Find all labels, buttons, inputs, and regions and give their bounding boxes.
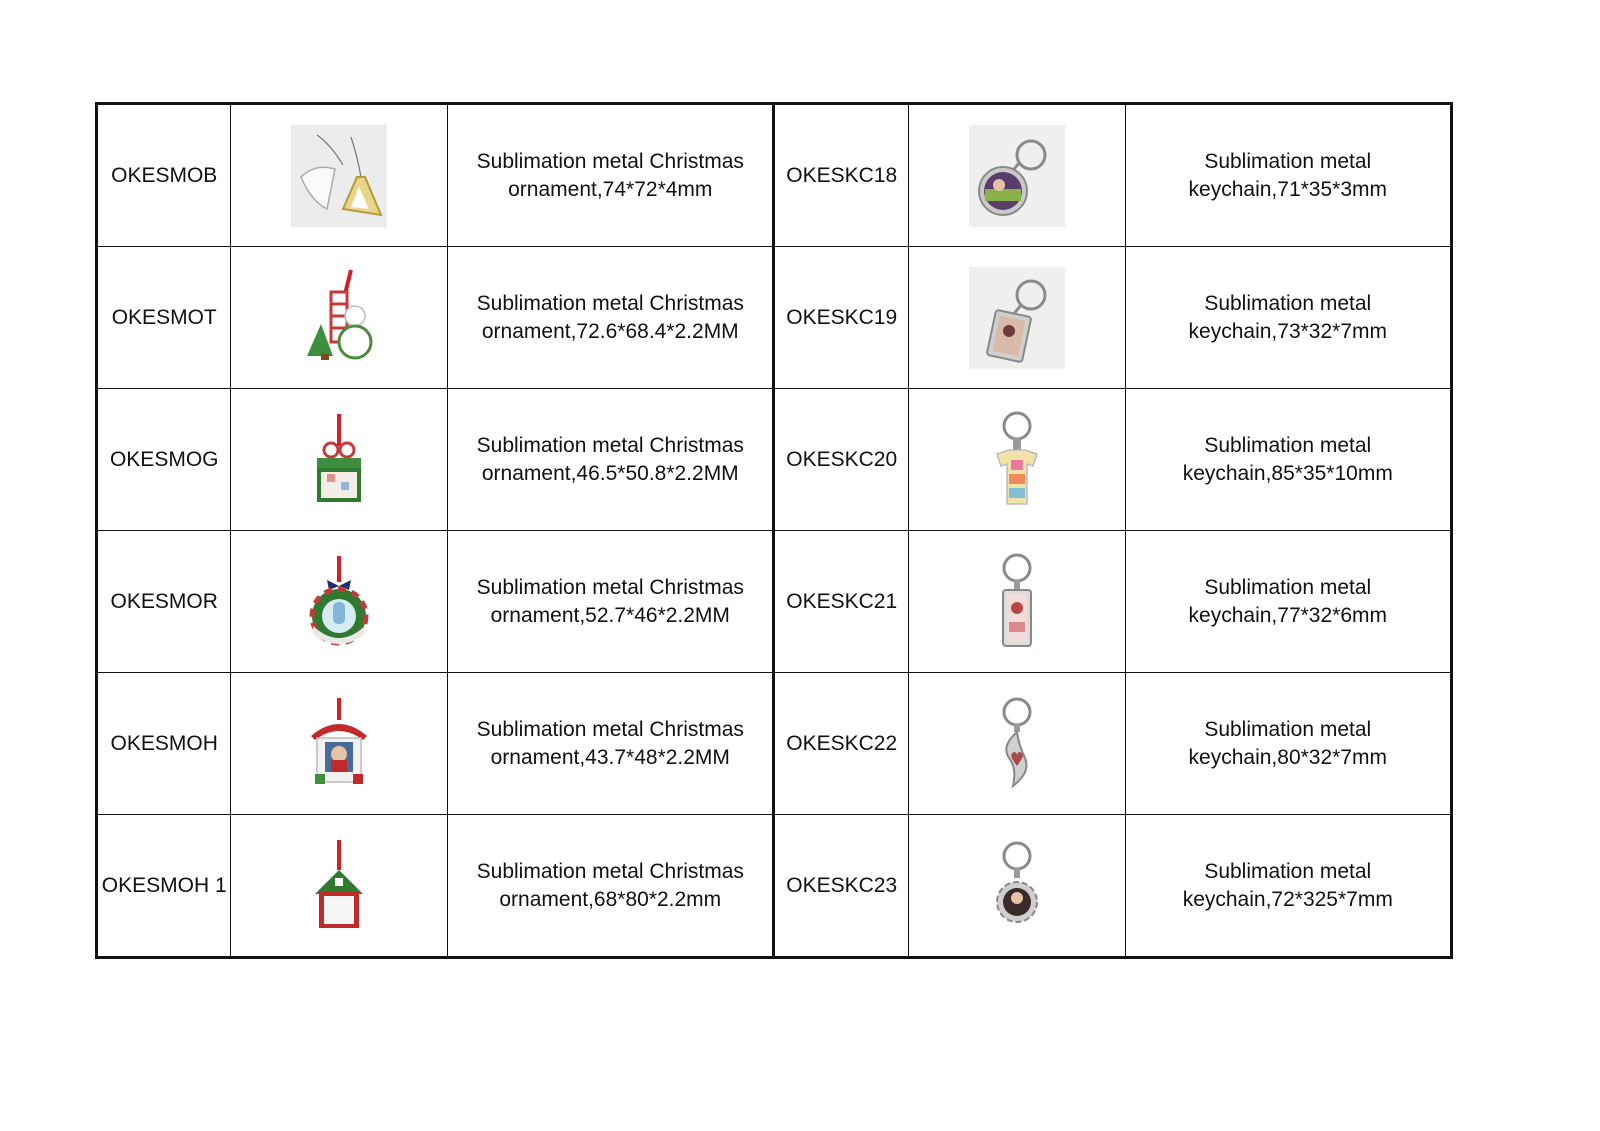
table-row <box>97 389 1452 531</box>
product-image-cell <box>231 673 448 815</box>
product-code: OKESMOH <box>97 673 231 815</box>
product-image-cell <box>908 815 1125 958</box>
tshirt-keychain-icon <box>987 410 1047 510</box>
product-description: Sublimation metal Christmas ornament,72.6*68.4*2.2MM <box>448 247 774 389</box>
product-image-cell <box>231 531 448 673</box>
product-image-cell <box>908 389 1125 531</box>
house-shape-ornament-icon <box>309 838 369 934</box>
table-row <box>97 815 1452 958</box>
product-description: Sublimation metal keychain,77*32*6mm <box>1125 531 1451 673</box>
product-description: Sublimation metal keychain,80*32*7mm <box>1125 673 1451 815</box>
product-code: OKESMOB <box>97 104 231 247</box>
product-description: Sublimation metal Christmas ornament,46.5*50.8*2.2MM <box>448 389 774 531</box>
product-code: OKESKC18 <box>774 104 908 247</box>
twisted-heart-keychain-icon <box>987 694 1047 794</box>
wreath-bauble-ornament-icon <box>307 554 371 650</box>
product-code: OKESKC22 <box>774 673 908 815</box>
product-description: Sublimation metal Christmas ornament,52.7*46*2.2MM <box>448 531 774 673</box>
product-code: OKESMOH 1 <box>97 815 231 958</box>
table-row <box>97 531 1452 673</box>
product-image-cell <box>231 104 448 247</box>
product-code: OKESKC20 <box>774 389 908 531</box>
gear-round-keychain-icon <box>987 836 1047 936</box>
product-image-cell <box>908 531 1125 673</box>
tall-rectangle-keychain-icon <box>987 552 1047 652</box>
silver-gold-metal-ornament-pair-icon <box>291 125 387 227</box>
product-description: Sublimation metal Christmas ornament,74*72*4mm <box>448 104 774 247</box>
product-description: Sublimation metal Christmas ornament,43.7*48*2.2MM <box>448 673 774 815</box>
product-code: OKESMOR <box>97 531 231 673</box>
house-window-ornament-icon <box>307 696 371 792</box>
product-table <box>95 102 1453 959</box>
product-code: OKESKC21 <box>774 531 908 673</box>
gift-box-ornament-icon <box>309 412 369 508</box>
product-description: Sublimation metal keychain,73*32*7mm <box>1125 247 1451 389</box>
product-description: Sublimation metal keychain,71*35*3mm <box>1125 104 1451 247</box>
rectangle-photo-keychain-icon <box>969 267 1065 369</box>
product-code: OKESKC19 <box>774 247 908 389</box>
product-image-cell <box>231 389 448 531</box>
table-row <box>97 673 1452 815</box>
product-image-cell <box>908 104 1125 247</box>
product-image-cell <box>908 673 1125 815</box>
product-code: OKESMOG <box>97 389 231 531</box>
product-image-cell <box>908 247 1125 389</box>
product-code: OKESMOT <box>97 247 231 389</box>
round-photo-keychain-icon <box>969 125 1065 227</box>
product-description: Sublimation metal keychain,72*325*7mm <box>1125 815 1451 958</box>
product-image-cell <box>231 815 448 958</box>
product-description: Sublimation metal Christmas ornament,68*80*2.2mm <box>448 815 774 958</box>
product-code: OKESKC23 <box>774 815 908 958</box>
product-description: Sublimation metal keychain,85*35*10mm <box>1125 389 1451 531</box>
table-row <box>97 104 1452 247</box>
tree-ladder-snowman-ornament-icon <box>301 268 377 368</box>
product-image-cell <box>231 247 448 389</box>
table-row <box>97 247 1452 389</box>
